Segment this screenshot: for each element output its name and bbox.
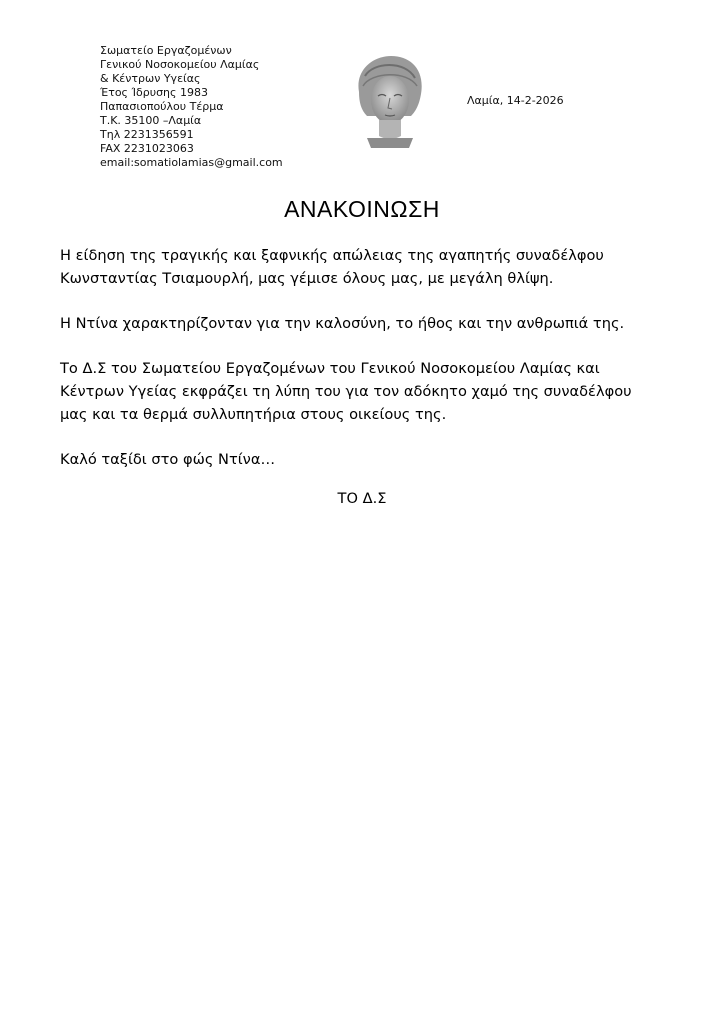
letterhead-line: email:somatiolamias@gmail.com bbox=[100, 156, 283, 169]
announcement-body bbox=[60, 244, 660, 493]
union-letterhead bbox=[100, 44, 283, 170]
letterhead-line: Έτος Ίδρυσης 1983 bbox=[100, 86, 208, 99]
classical-bust-logo bbox=[345, 52, 431, 148]
letterhead-line: Τηλ 2231356591 bbox=[100, 128, 194, 141]
letterhead-line: Τ.Κ. 35100 –Λαμία bbox=[100, 114, 202, 127]
letterhead-line: & Κέντρων Υγείας bbox=[100, 72, 201, 85]
signature: ΤΟ Δ.Σ bbox=[337, 490, 387, 507]
letterhead-line: FAX 2231023063 bbox=[100, 142, 194, 155]
letterhead-line: Γενικού Νοσοκομείου Λαμίας bbox=[100, 58, 260, 71]
paragraph: Καλό ταξίδι στο φώς Ντίνα… bbox=[60, 451, 276, 468]
announcement-date: Λαμία, 14-2-2026 bbox=[467, 94, 564, 107]
paragraph: Το Δ.Σ του Σωματείου Εργαζομένων του Γενικού Νοσοκομείου Λαμίας και Κέντρων Υγείας εκφράζει τη λύπη του για τον αδόκητο χαμό της συναδέλφου μας και τα θερμά συλλυπητήρια στους οικείους της. bbox=[60, 360, 632, 423]
letterhead-line: Παπασιοπούλου Τέρμα bbox=[100, 100, 224, 113]
paragraph: Η είδηση της τραγικής και ξαφνικής απώλειας της αγαπητής συναδέλφου Κωνσταντίας Τσιαμουρλή, μας γέμισε όλους μας, με μεγάλη θλίψη. bbox=[60, 247, 604, 287]
paragraph: Η Ντίνα χαρακτηρίζονταν για την καλοσύνη, το ήθος και την ανθρωπιά της. bbox=[60, 315, 625, 332]
letterhead-line: Σωματείο Εργαζομένων bbox=[100, 44, 232, 57]
page-title: ΑΝΑΚΟΙΝΩΣΗ bbox=[284, 196, 440, 222]
